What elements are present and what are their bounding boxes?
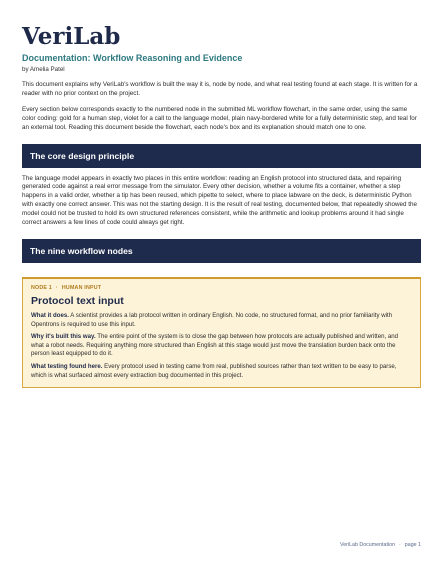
intro-paragraph-2: Every section below corresponds exactly to the numbered node in the submitted ML workflow flowchart, in the same order, using the same color coding: gold for a human step, violet for a call to the language model, plain navy-bordered white for a fully deterministic step, and teal for an external tool. Reading this document beside the flowchart, each node's box and its explanation should match one to one. <box>22 105 417 131</box>
footer-page-number: page 1 <box>404 542 421 548</box>
node-what-it-does <box>31 312 412 329</box>
tag-separator: · <box>55 284 58 291</box>
node-title: Protocol text input <box>31 294 124 307</box>
section-heading-workflow-nodes: The nine workflow nodes <box>22 239 421 263</box>
doc-byline: by Amelia Patel <box>22 66 65 73</box>
test-text: Every protocol used in testing came from real, published sources rather than text written to be easy to parse, which is what surfaced almost every extraction bug documented in this project. <box>31 362 397 379</box>
test-label: What testing found here. <box>31 362 103 370</box>
doc-title: VeriLab <box>22 23 121 50</box>
footer-doc-name: VeriLab Documentation <box>339 542 396 548</box>
node-tag <box>31 285 412 292</box>
footer-separator: · <box>399 542 401 548</box>
doc-subtitle: Documentation: Workflow Reasoning and Evidence <box>22 53 243 63</box>
section-heading-core-principle: The core design principle <box>22 144 421 168</box>
what-text: A scientist provides a lab protocol written in ordinary English. No code, no structured format, and no prior familiarity with Opentrons is required to use this input. <box>31 311 393 328</box>
node-why-built <box>31 333 412 359</box>
what-label: What it does. <box>31 311 69 319</box>
node-testing-found <box>31 363 412 380</box>
node-card-1 <box>22 277 421 388</box>
node-kind: HUMAN INPUT <box>61 284 102 291</box>
why-label: Why it's built this way. <box>31 333 96 341</box>
why-text: The entire point of the system is to close the gap between how protocols are actually published and written, and what a robot needs. Requiring anything more structured than English at this stage would just move the translation burden back onto the person least equipped to do it. <box>31 333 399 358</box>
intro-paragraph-1: This document explains why VeriLab's workflow is built the way it is, node by node, and what real testing found at each stage. It is written for a reader with no prior context on the project. <box>22 81 418 97</box>
core-principle-body: The language model appears in exactly two places in this entire workflow: reading an English protocol into structured data, and repairing generated code against a real error message from the simulator. Every other decision, whether a volume fits a container, whether a step happens in a valid order, whether a tip has been reused, which pipette to select, where to place labware on the deck, is deterministic Python with exactly one correct answer. This was not the starting design. It is the result of real testing, documented below, that repeatedly showed the model could not be trusted to hold its own structured references consistent, while the arithmetic and lookup problems around it had single correct answers a few lines of code could always get right. <box>22 174 418 227</box>
page-footer <box>340 542 421 548</box>
node-number: NODE 1 <box>31 284 52 291</box>
